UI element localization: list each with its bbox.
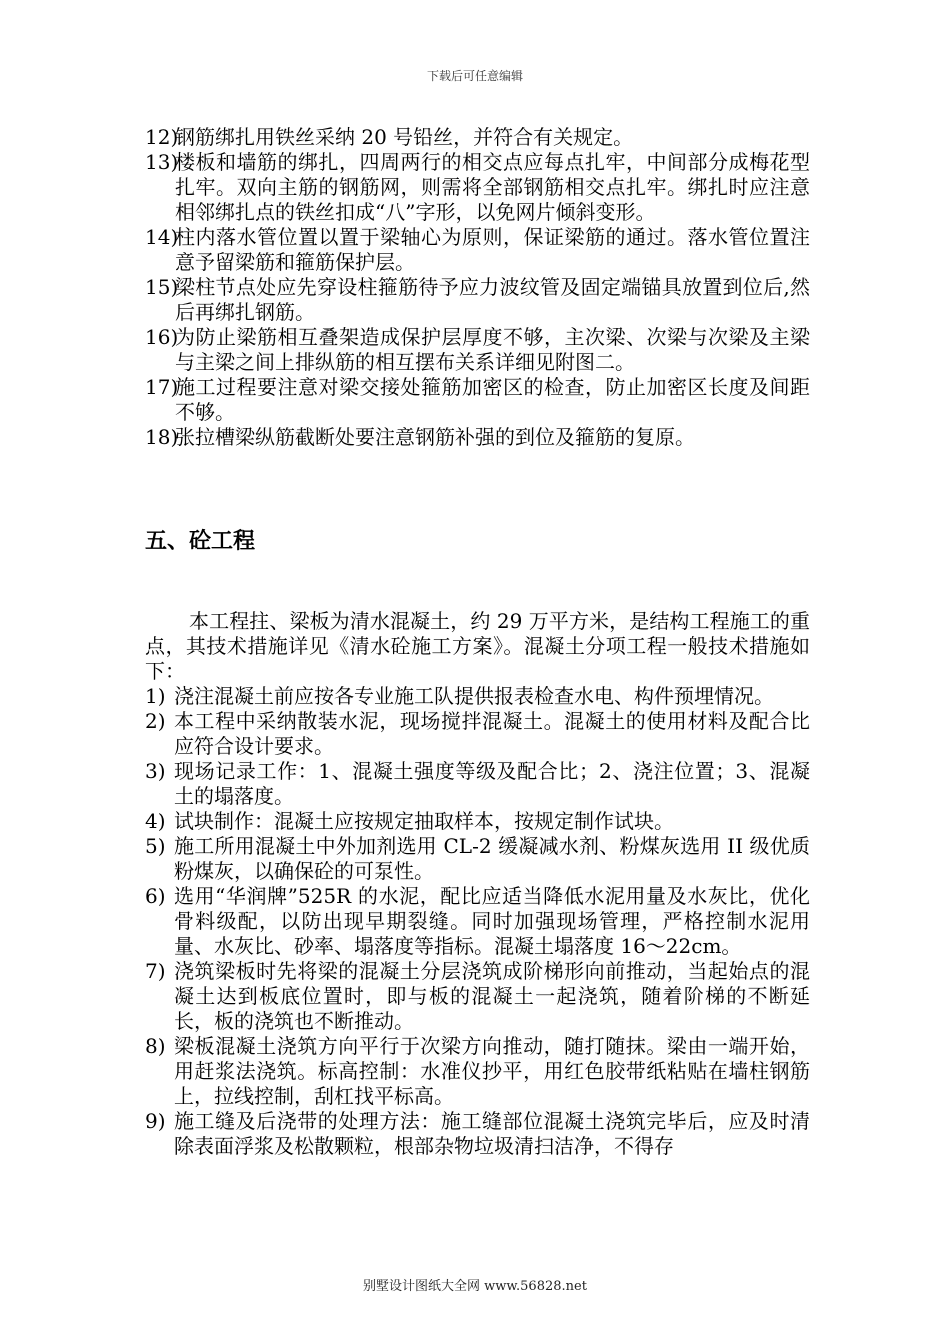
page-header: 下载后可任意编辑 [426,69,523,83]
item-number: 6) [145,884,166,908]
section-title: 五、砼工程 [145,529,256,554]
item-text: 柱内落水管位置以置于梁轴心为原则，保证梁筋的通过。落水管位置注意予留梁筋和箍筋保护层。 [175,225,810,274]
item-text: 选用“华润牌”525R 的水泥，配比应适当降低水泥用量及水灰比，优化骨料级配，以防出现早期裂缝。同时加强现场管理，严格控制水泥用量、水灰比、砂率、塌落度等指标。混凝土塌落度 16～22cm。 [174,884,810,958]
list-item [145,1034,810,1109]
item-text: 梁板混凝土浇筑方向平行于次梁方向推动，随打随抹。梁由一端开始，用赶浆法浇筑。标高控制：水准仪抄平，用红色胶带纸粘贴在墙柱钢筋上，拉线控制，刮杠找平标高。 [174,1034,810,1108]
item-text: 张拉槽梁纵筋截断处要注意钢筋补强的到位及箍筋的复原。 [175,425,695,449]
item-number: 18) [145,425,179,449]
list-item [145,125,810,150]
item-number: 4) [145,809,166,833]
list-item [145,425,810,450]
item-number: 2) [145,709,166,733]
list-item [145,1109,810,1159]
item-text: 施工缝及后浇带的处理方法：施工缝部位混凝土浇筑完毕后，应及时清除表面浮浆及松散颗粒，根部杂物垃圾清扫洁净，不得存 [174,1109,810,1158]
item-text: 现场记录工作：1、混凝土强度等级及配合比；2、浇注位置；3、混凝土的塌落度。 [174,759,810,808]
item-text: 为防止梁筋相互叠架造成保护层厚度不够，主次梁、次梁与次梁及主梁与主梁之间上排纵筋的相互摆布关系详细见附图二。 [175,325,810,374]
rebar-list [145,125,810,450]
item-text: 施工过程要注意对梁交接处箍筋加密区的检查，防止加密区长度及间距不够。 [175,375,810,424]
item-number: 9) [145,1109,166,1133]
list-item [145,375,810,425]
item-number: 5) [145,834,166,858]
list-item [145,150,810,225]
list-item [145,834,810,884]
list-item [145,759,810,809]
list-item [145,275,810,325]
item-text: 浇注混凝土前应按各专业施工队提供报表检查水电、构件预埋情况。 [174,684,774,708]
list-item [145,684,810,709]
item-text: 梁柱节点处应先穿设柱箍筋待予应力波纹管及固定端锚具放置到位后,然后再绑扎钢筋。 [175,275,810,324]
item-number: 16) [145,325,179,349]
item-number: 13) [145,150,179,174]
item-number: 14) [145,225,179,249]
item-text: 本工程中采纳散装水泥，现场搅拌混凝土。混凝土的使用材料及配合比应符合设计要求。 [174,709,810,758]
list-item [145,325,810,375]
item-number: 12) [145,125,179,149]
list-item [145,809,810,834]
item-number: 1) [145,684,166,708]
page-footer: 别墅设计图纸大全网 www.56828.net [363,1279,587,1294]
item-number: 8) [145,1034,166,1058]
list-item [145,709,810,759]
item-text: 施工所用混凝土中外加剂选用 CL-2 缓凝减水剂、粉煤灰选用 II 级优质粉煤灰，以确保砼的可泵性。 [174,834,810,883]
list-item [145,225,810,275]
item-number: 3) [145,759,166,783]
item-number: 7) [145,959,166,983]
list-item [145,959,810,1034]
item-text: 试块制作：混凝土应按规定抽取样本，按规定制作试块。 [174,809,674,833]
item-text: 钢筋绑扎用铁丝采纳 20 号铅丝，并符合有关规定。 [175,125,634,149]
item-number: 15) [145,275,179,299]
list-item [145,884,810,959]
item-number: 17) [145,375,179,399]
intro-paragraph: 本工程拄、梁板为清水混凝土，约 29 万平方米，是结构工程施工的重点，其技术措施详见《清水砼施工方案》。混凝土分项工程一般技术措施如下： [145,609,810,683]
item-text: 楼板和墙筋的绑扎，四周两行的相交点应每点扎牢，中间部分成梅花型扎牢。双向主筋的钢筋网，则需将全部钢筋相交点扎牢。绑扎时应注意相邻绑扎点的铁丝扣成“八”字形，以免网片倾斜变形。 [175,150,810,224]
item-text: 浇筑梁板时先将梁的混凝土分层浇筑成阶梯形向前推动，当起始点的混凝土达到板底位置时，即与板的混凝土一起浇筑，随着阶梯的不断延长，板的浇筑也不断推动。 [174,959,810,1033]
concrete-list [145,684,810,1159]
